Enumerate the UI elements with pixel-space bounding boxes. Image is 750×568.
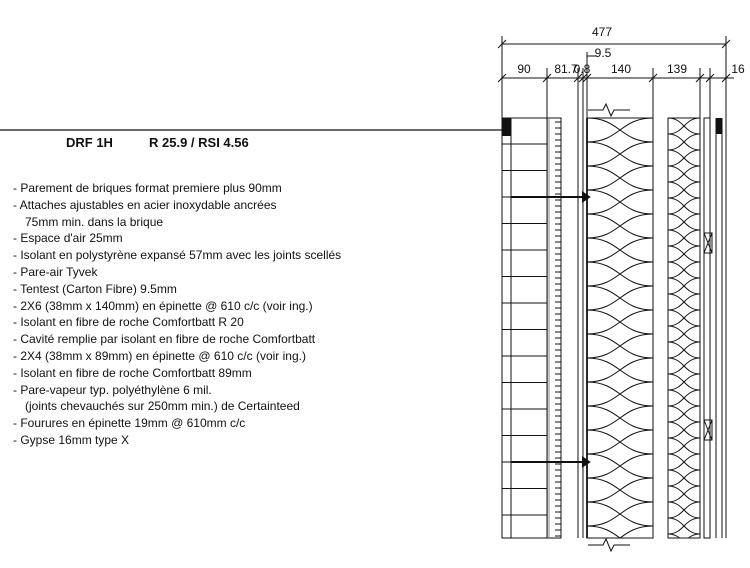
layer-item: (joints chevauchés sur 250mm min.) de Certainteed <box>25 399 300 414</box>
layer-item: - Isolant en fibre de roche Comfortbatt R 20 <box>13 315 244 330</box>
dim-segment: 0.8 <box>573 62 591 76</box>
batt-insulation-2x4 <box>668 102 700 550</box>
thermal-rating: R 25.9 / RSI 4.56 <box>149 135 249 150</box>
eps-insulation <box>547 118 561 538</box>
layer-item: - Isolant en fibre de roche Comfortbatt 89mm <box>13 365 252 380</box>
layer-item: 75mm min. dans la brique <box>25 214 164 229</box>
assembly-code: DRF 1H <box>66 135 113 150</box>
layer-item: - Pare-air Tyvek <box>13 264 98 279</box>
dim-segment: 9.5 <box>594 46 612 60</box>
layer-item: - Tentest (Carton Fibre) 9.5mm <box>13 281 177 296</box>
interior-layers <box>700 118 726 538</box>
layer-item: - 2X4 (38mm x 89mm) en épinette @ 610 c/c (voir ing.) <box>13 348 306 363</box>
batt-insulation-2x6 <box>587 94 653 550</box>
dim-segment: 139 <box>666 62 688 76</box>
layer-item: - Pare-vapeur typ. polyéthylène 6 mil. <box>13 382 212 397</box>
layer-item: - Fourures en épinette 19mm @ 610mm c/c <box>13 416 246 431</box>
layer-item: - Attaches ajustables en acier inoxydable ancrées <box>13 197 277 212</box>
dimension-chain <box>498 36 734 118</box>
layer-item: - Isolant en polystyrène expansé 57mm avec les joints scellés <box>13 248 342 263</box>
layer-item: - Espace d'air 25mm <box>13 231 123 246</box>
layer-item: - Parement de briques format premiere plus 90mm <box>13 181 282 195</box>
dim-segment: 81.7 <box>554 62 578 76</box>
dim-segment: 16 <box>731 62 745 76</box>
layer-item: - Cavité remplie par isolant en fibre de roche Comfortbatt <box>13 332 316 347</box>
brick-veneer <box>502 118 547 538</box>
layer-item: - Gypse 16mm type X <box>13 432 130 447</box>
dim-segment: 90 <box>517 62 531 76</box>
air-barrier-sheathing <box>578 118 587 538</box>
brick-top-block <box>502 118 511 136</box>
dim-total: 477 <box>591 25 613 39</box>
layer-item: - 2X6 (38mm x 140mm) en épinette @ 610 c/c (voir ing.) <box>13 298 313 313</box>
dim-segment: 140 <box>610 62 632 76</box>
